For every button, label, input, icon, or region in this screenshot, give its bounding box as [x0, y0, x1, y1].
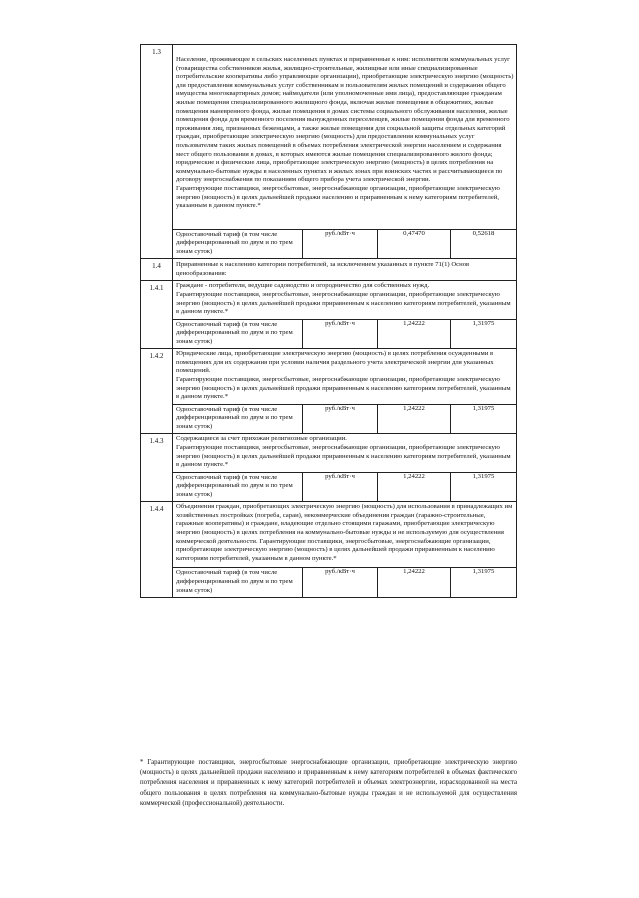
tariff-table — [140, 44, 517, 598]
row-number: 1.4.1 — [141, 281, 173, 349]
tariff-name: Одноставочный тариф (в том числе дифференцированный по двум и по трем зонам суток) — [173, 319, 303, 348]
row-number: 1.4.4 — [141, 502, 173, 598]
row-content — [173, 45, 517, 259]
consumer-category-text: Граждане - потребители, ведущие садоводство и огородничество для собственных нужд. — [176, 282, 430, 290]
row-description — [173, 55, 516, 213]
tariff-value-2: 1,31975 — [451, 319, 517, 348]
row-number: 1.4.3 — [141, 434, 173, 502]
tariff-values — [173, 567, 516, 597]
consumer-category-text: Население, проживающее в сельских населенных пунктах и приравненные к ним: исполнители коммунальных услуг (товарищества собственников жилья, жилищно-строительные, жилищные или иные специализированные потребительские кооперативы либо управляющие организации), приобретающие электрическую энергию (мощность) для предоставления коммунальных услуг собственникам и пользователям жилых помещений и содержания общего имущества многоквартирных домов; наймодатели (или уполномоченные ими лица), предоставляющие гражданам жилые помещения специализированного жилищного фонда, включая жилые помещения в общежитиях, жилые помещения маневренного фонда, жилые помещения в домах системы социального обслуживания населения, жилые помещения фонда для временного поселения вынужденных переселенцев, жилые помещения фонда для временного проживания лиц, признанных беженцами, а также жилые помещения для социальной защиты отдельных категорий граждан, приобретающие электрическую энергию (мощность) для предоставления коммунальных услуг пользователям таких жилых помещений в объемах потребления электрической энергии населением и содержания мест общего пользования в домах, в которых имеются жилые помещения специализированного жилого фонда; юридические и физические лица, приобретающие электрическую энергию (мощность) в целях потребления на коммунально-бытовые нужды в населенных пунктах и жилых зонах при воинских частях и рассчитывающиеся по договору энергоснабжения по показаниям общего прибора учета электрической энергии. — [176, 56, 514, 184]
tariff-unit: руб./кВт·ч — [303, 472, 378, 501]
tariff-value-1: 1,24222 — [378, 319, 451, 348]
tariff-values — [173, 472, 516, 502]
tariff-value-2: 1,31975 — [451, 472, 517, 501]
tariff-document — [140, 44, 517, 598]
tariff-values — [173, 229, 516, 259]
tariff-values — [173, 319, 516, 349]
table-row — [141, 45, 517, 259]
row-content — [173, 349, 517, 434]
table-row — [141, 434, 517, 502]
table-row — [141, 502, 517, 598]
row-description — [173, 349, 516, 404]
row-description — [173, 434, 516, 471]
row-content — [173, 502, 517, 598]
row-description: Объединения граждан, приобретающих электрическую энергию (мощность) для использования в принадлежащих им хозяйственных постройках (погреба, сараи), некоммерческие объединения граждан (гаражно-строительные, гаражные кооперативы) и граждане, владеющие отдельно стоящими гаражами, приобретающие электрическую энергию (мощность) в целях потребления на коммунально-бытовые нужды и не используемую для осуществления коммерческой деятельности. Гарантирующие поставщики, энергосбытовые, энергоснабжающие организации, приобретающие электрическую энергию (мощность) в целях дальнейшей продажи приравненным к населению категориям потребителей, указанным в данном пункте.* — [176, 503, 513, 562]
table-row — [141, 259, 517, 281]
supplier-text: Гарантирующие поставщики, энергосбытовые, энергоснабжающие организации, приобретающие электрическую энергию (мощность) в целях дальнейшей продажи приравненным к населению категориям потребителей, указанным в данном пункте.* — [176, 443, 511, 469]
tariff-value-2: 1,31975 — [451, 568, 517, 597]
tariff-name: Одноставочный тариф (в том числе дифференцированный по двум и по трем зонам суток) — [173, 472, 303, 501]
tariff-value-2: 0,52618 — [451, 229, 517, 258]
tariff-name: Одноставочный тариф (в том числе дифференцированный по двум и по трем зонам суток) — [173, 229, 303, 258]
consumer-category-text: Содержащиеся за счет прихожан религиозные организации. — [176, 435, 347, 443]
supplier-text: Гарантирующие поставщики, энергосбытовые, энергоснабжающие организации, приобретающие электрическую энергию (мощность) в целях дальнейшей продажи приравненным к населению категориям потребителей, указанным в данном пункте.* — [176, 376, 511, 401]
tariff-unit: руб./кВт·ч — [303, 319, 378, 348]
table-row — [141, 281, 517, 349]
row-number: 1.3 — [141, 45, 173, 259]
row-description: Приравненные к населению категории потребителей, за исключением указанных в пункте 71(1) Основ ценообразования: — [176, 261, 470, 277]
row-content — [173, 259, 517, 281]
tariff-name: Одноставочный тариф (в том числе дифференцированный по двум и по трем зонам суток) — [173, 404, 303, 433]
row-number: 1.4.2 — [141, 349, 173, 434]
tariff-value-1: 1,24222 — [378, 404, 451, 433]
tariff-unit: руб./кВт·ч — [303, 229, 378, 258]
consumer-category-text: Юридические лица, приобретающие электрическую энергию (мощность) в целях потребления осужденными в помещениях для их содержания при условии наличия раздельного учета электрической энергии для указанных помещений. — [176, 350, 494, 375]
tariff-value-1: 0,47470 — [378, 229, 451, 258]
tariff-unit: руб./кВт·ч — [303, 404, 378, 433]
row-number: 1.4 — [141, 259, 173, 281]
table-row — [141, 349, 517, 434]
tariff-value-1: 1,24222 — [378, 472, 451, 501]
supplier-text: Гарантирующие поставщики, энергосбытовые, энергоснабжающие организации, приобретающие электрическую энергию (мощность) в целях дальнейшей продажи приравненным к населению категориям потребителей, указанным в данном пункте.* — [176, 290, 511, 316]
row-content — [173, 281, 517, 349]
tariff-value-1: 1,24222 — [378, 568, 451, 597]
tariff-name: Одноставочный тариф (в том числе дифференцированный по двум и по трем зонам суток) — [173, 568, 303, 597]
tariff-value-2: 1,31975 — [451, 404, 517, 433]
row-content — [173, 434, 517, 502]
tariff-unit: руб./кВт·ч — [303, 568, 378, 597]
tariff-values — [173, 404, 516, 434]
supplier-text: Гарантирующие поставщики, энергосбытовые, энергоснабжающие организации, приобретающие электрическую энергию (мощность) в целях дальнейшей продажи населению и приравненным к нему категориям потребителей, указанным в данном пункте.* — [176, 184, 500, 210]
footnote: * Гарантирующие поставщики, энергосбытовые энергоснабжающие организации, приобретающие электрическую энергию (мощность) в целях дальнейшей продажи населению и приравненным к нему категориям потребителей в объемах фактического потребления населения и приравненных к нему категорий потребителей и объемах электроэнергии, израсходованной на места общего пользования в целях потребления на коммунально-бытовые нужды граждан и не используемой для осуществления коммерческой (профессиональной) деятельности. — [140, 759, 517, 807]
row-description — [173, 281, 516, 318]
